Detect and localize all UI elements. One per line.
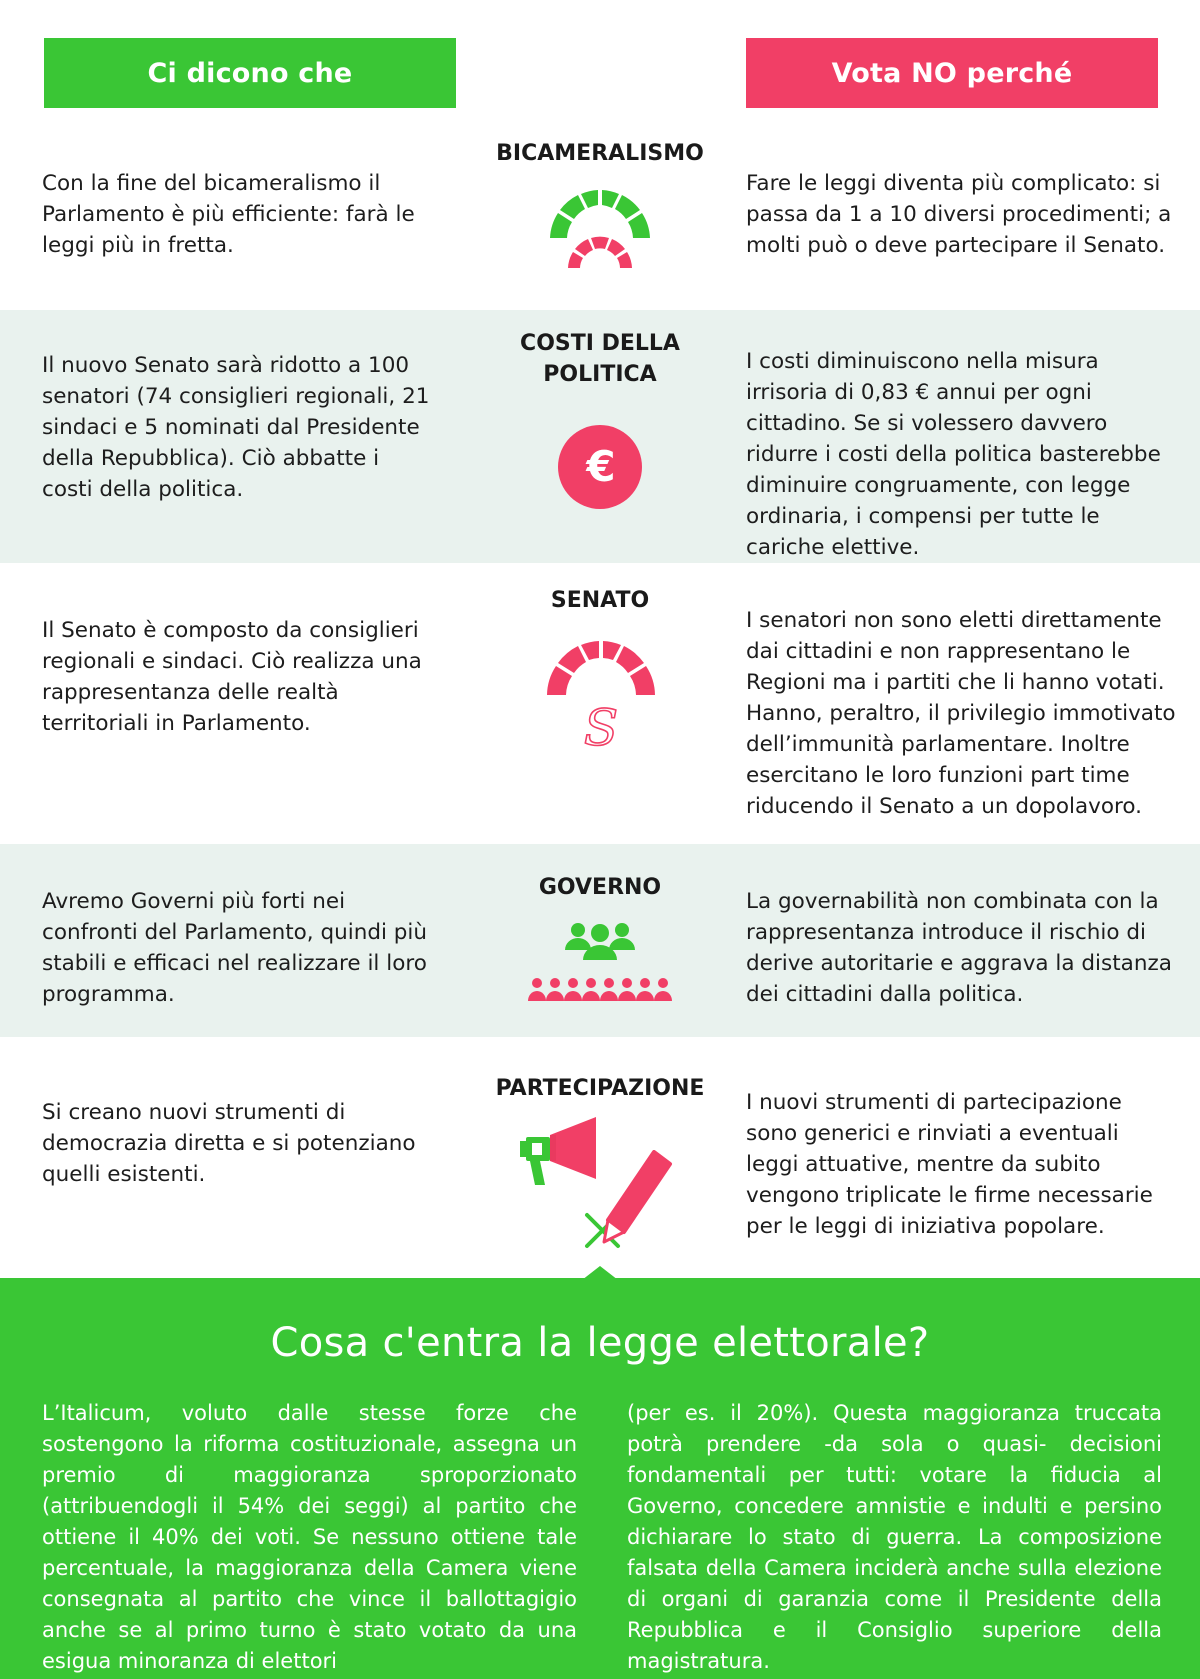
section-title: BICAMERALISMO xyxy=(496,141,704,166)
people-group-icon xyxy=(564,920,636,960)
panel-title: Cosa c'entra la legge elettorale? xyxy=(270,1320,930,1366)
claim-text: Con la fine del bicameralismo il Parlamento è più efficiente: farà le leggi più in fretta. xyxy=(42,171,415,258)
senate-icon xyxy=(545,641,657,751)
header-vota-no-perche: Vota NO perché xyxy=(746,38,1158,108)
electoral-law-panel xyxy=(0,1278,1200,1679)
svg-text:€: € xyxy=(586,442,616,491)
euro-icon xyxy=(558,425,642,509)
pencil-cross-icon xyxy=(584,1150,680,1250)
rebuttal-text: La governabilità non combinata con la rappresentanza introduce il rischio di derive autoritarie e aggrava la distanza dei cittadini dalla politica. xyxy=(746,889,1172,1007)
section-title: COSTI DELLA POLITICA xyxy=(520,331,680,387)
header-ci-dicono-che: Ci dicono che xyxy=(44,38,456,108)
section-governo xyxy=(0,844,1200,1037)
citizens-row-icon xyxy=(528,977,672,1003)
section-senato xyxy=(0,563,1200,844)
section-costi-della-politica xyxy=(0,310,1200,563)
hemicycle-icon xyxy=(548,190,652,268)
rebuttal-text: I costi diminuiscono nella misura irrisoria di 0,83 € annui per ogni cittadino. Se si volessero davvero ridurre i costi della politica basterebbe diminuire congruamente, con legge ordinaria, i compensi per tutte le cariche elettive. xyxy=(746,349,1161,560)
svg-text:S: S xyxy=(583,699,619,751)
section-title: PARTECIPAZIONE xyxy=(495,1076,705,1101)
claim-text: Avremo Governi più forti nei confronti del Parlamento, quindi più stabili e efficaci nel realizzare il loro programma. xyxy=(42,889,428,1007)
claim-text: Il nuovo Senato sarà ridotto a 100 senatori (74 consiglieri regionali, 21 sindaci e 5 nominati dal Presidente della Repubblica). Ciò abbatte i costi della politica. xyxy=(42,353,430,502)
section-title: GOVERNO xyxy=(538,875,662,900)
rebuttal-text: I nuovi strumenti di partecipazione sono generici e rinviati a eventuali leggi attuative, mentre da subito vengono triplicate le firme necessarie per le leggi di iniziativa popolare. xyxy=(746,1090,1153,1239)
section-partecipazione xyxy=(0,1037,1200,1278)
section-title: SENATO xyxy=(550,588,650,613)
panel-column-left: L’Italicum, voluto dalle stesse forze che sostengono la riforma costituzionale, assegna un premio di maggioranza sproporzionato (attribuendogli il 54% dei seggi) al partito che ottiene il 40% dei voti. Se nessuno ottiene tale percentuale, la maggioranza della Camera viene consegnata al partito che vince il ballottagigio anche se al primo turno è stato votato da una esigua minoranza di elettori xyxy=(42,1401,577,1673)
rebuttal-text: Fare le leggi diventa più complicato: si passa da 1 a 10 diversi procedimenti; a molti può o deve partecipare il Senato. xyxy=(746,171,1172,258)
rebuttal-text: I senatori non sono eletti direttamente dai cittadini e non rappresentano le Regioni ma i partiti che li hanno votati. Hanno, peraltro, il privilegio immotivato dell’immunità parlamentare. Inoltre esercitano le loro funzioni part time riducendo il Senato a un dopolavoro. xyxy=(746,608,1176,819)
section-bicameralismo xyxy=(0,130,1200,310)
claim-text: Il Senato è composto da consiglieri regionali e sindaci. Ciò realizza una rappresentanza delle realtà territoriali in Parlamento. xyxy=(42,618,422,736)
panel-column-right: (per es. il 20%). Questa maggioranza truccata potrà prendere -da sola o quasi- decisioni fondamentali per tutti: votare la fiducia al Governo, concedere amnistie e indulti e persino dichiarare lo stato di guerra. La composizione falsata della Camera inciderà anche sulla elezione di organi di garanzia come il Presidente della Repubblica e il Consiglio superiore della magistratura. xyxy=(627,1401,1162,1673)
claim-text: Si creano nuovi strumenti di democrazia diretta e si potenziano quelli esistenti. xyxy=(42,1100,416,1187)
